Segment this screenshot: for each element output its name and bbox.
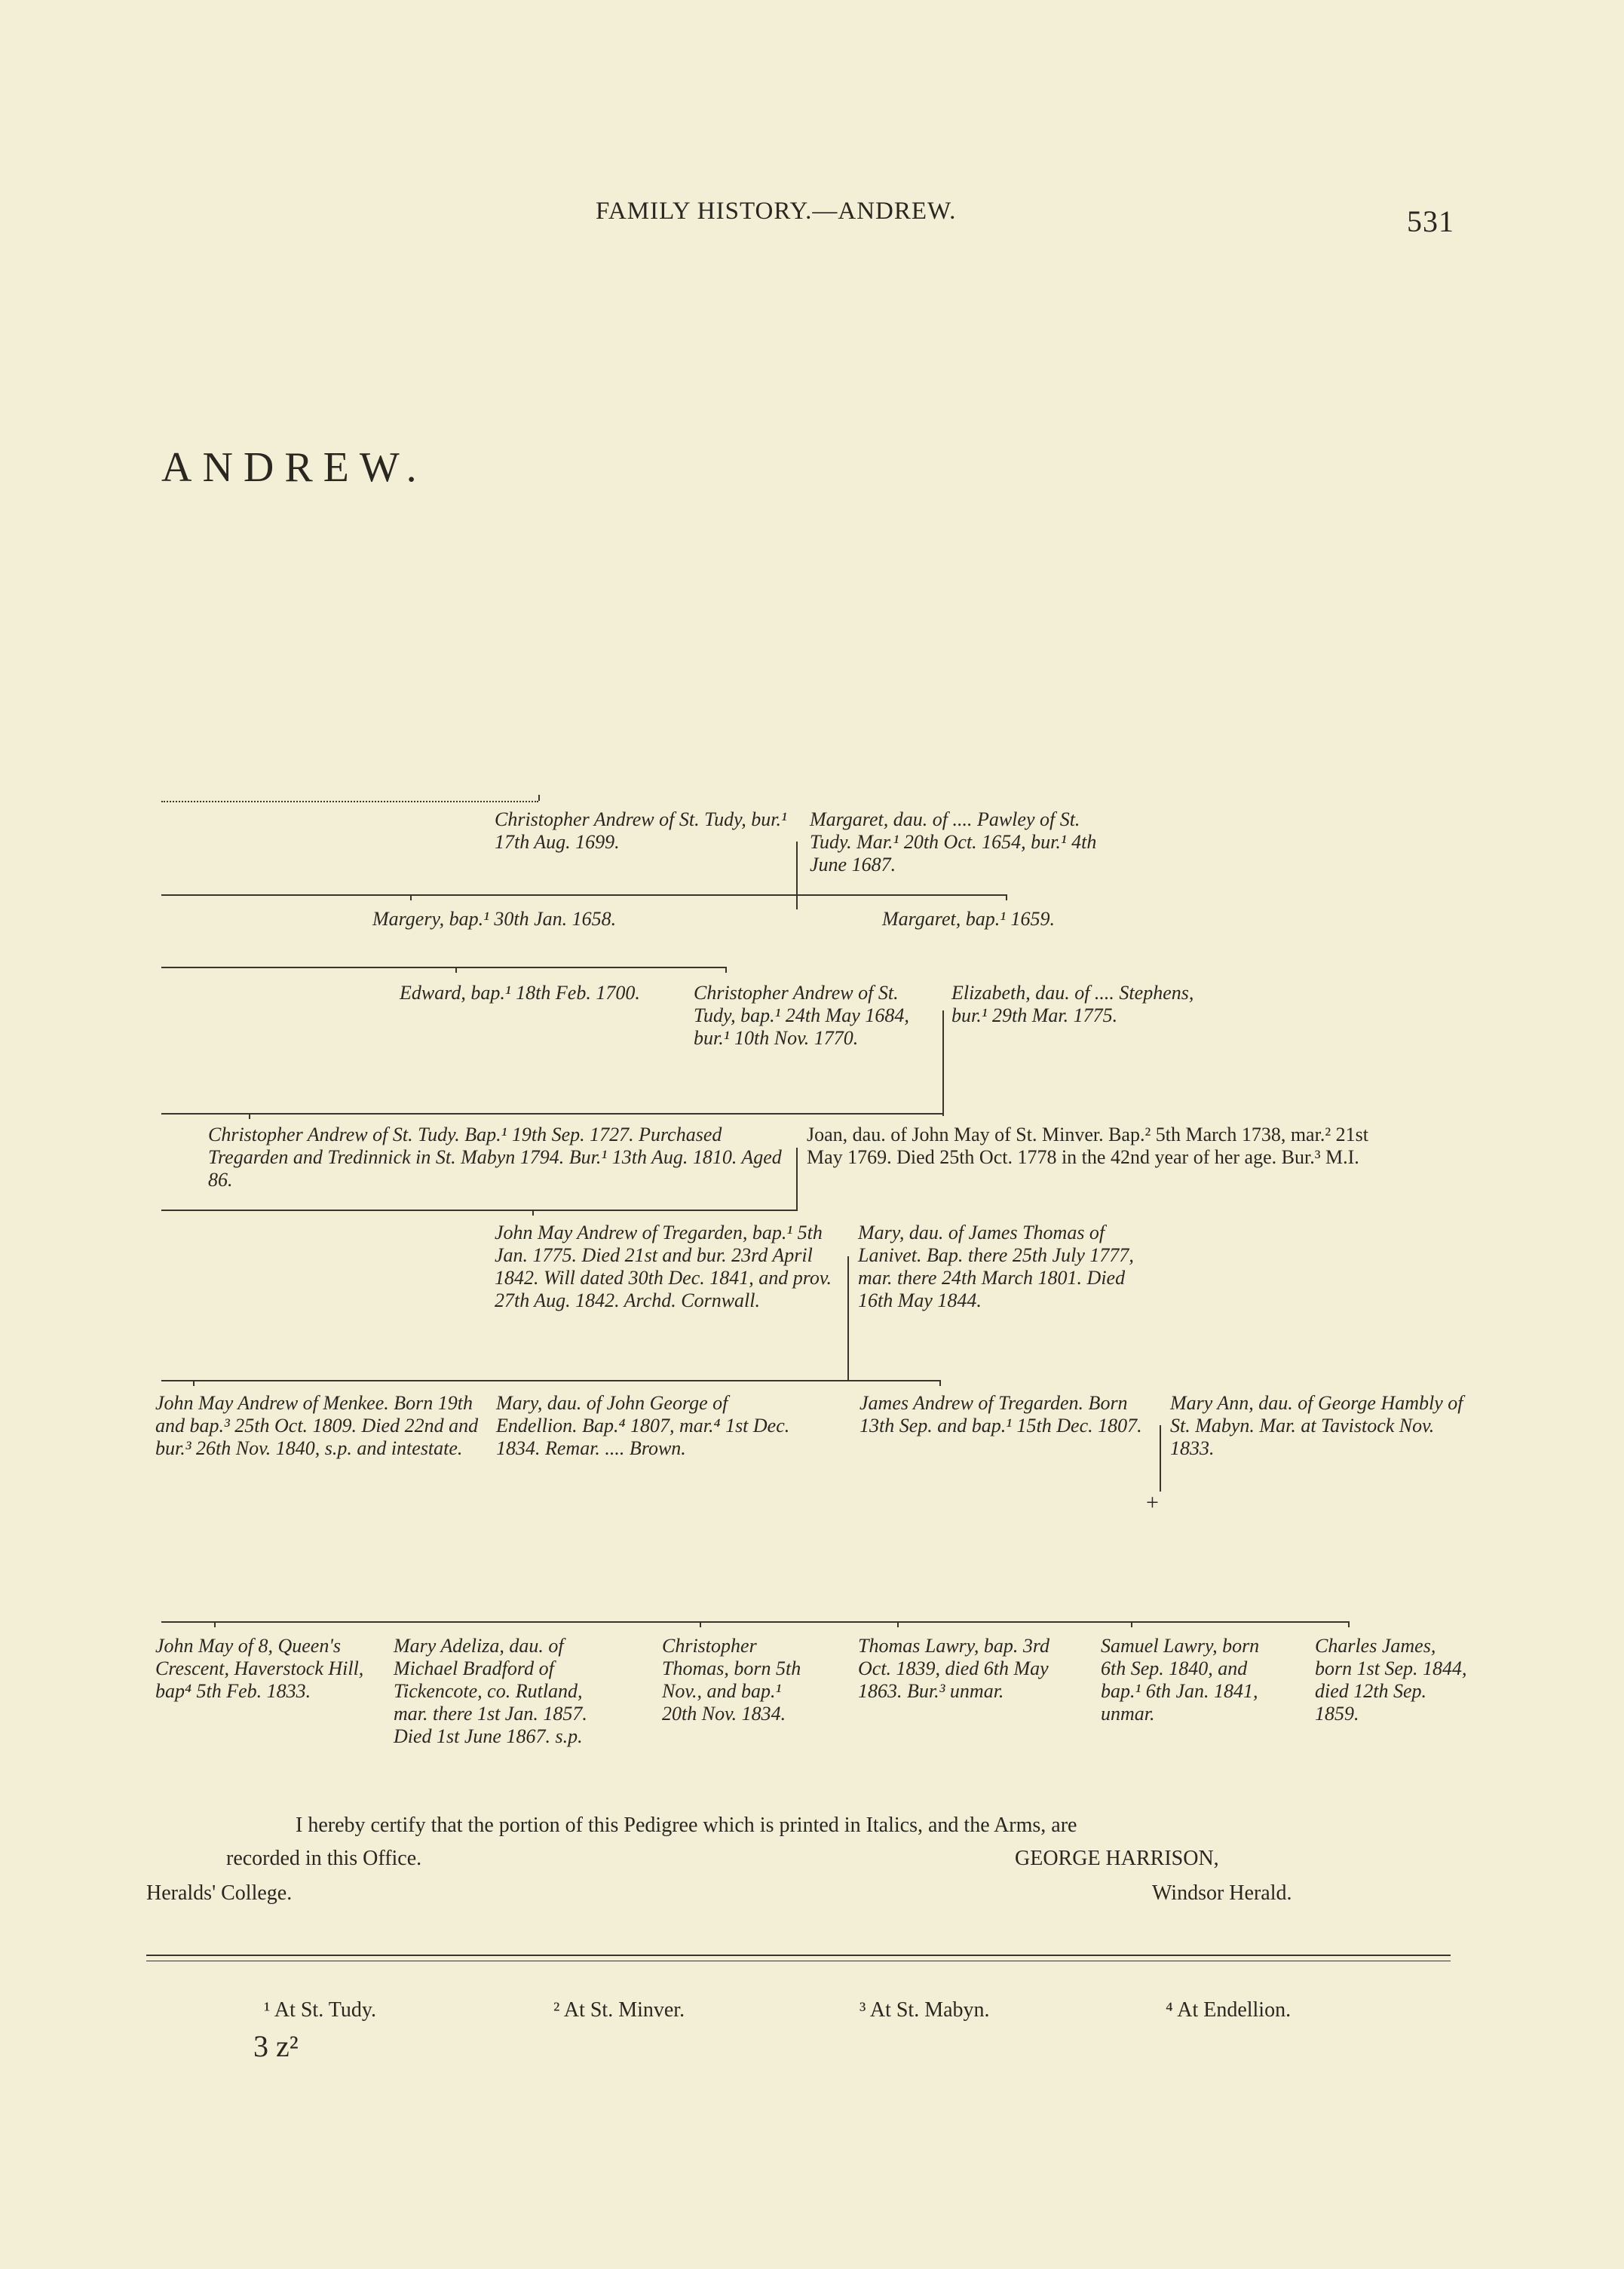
person-charles-james: Charles James, born 1st Sep. 1844, died 12th Sep. 1859. <box>1315 1635 1467 1725</box>
descent-line <box>796 842 798 909</box>
descent-line <box>1160 1425 1161 1492</box>
person-samuel-lawry: Samuel Lawry, born 6th Sep. 1840, and bap.¹ 6th Jan. 1841, unmar. <box>1101 1635 1260 1725</box>
descent-cross-icon: + <box>1146 1490 1159 1515</box>
person-john-may: John May of 8, Queen's Crescent, Haverstock Hill, bap⁴ 5th Feb. 1833. <box>155 1635 364 1702</box>
descent-line <box>942 1010 944 1116</box>
sibling-line <box>161 967 727 968</box>
descent-line <box>796 1148 798 1211</box>
page-number: 531 <box>1407 204 1454 238</box>
sibling-line <box>161 894 1006 896</box>
person-edward: Edward, bap.¹ 18th Feb. 1700. <box>400 982 640 1004</box>
running-title: FAMILY HISTORY.—ANDREW. <box>596 198 957 225</box>
spouse-joan-may: Joan, dau. of John May of St. Minver. Bap.² 5th March 1738, mar.² 21st May 1769. Died 25th Oct. 1778 in the 42nd year of her age. Bur.³ M.I. <box>807 1124 1368 1168</box>
sibling-line <box>161 1210 796 1211</box>
descent-line <box>847 1256 849 1381</box>
certificate-signer: GEORGE HARRISON, <box>1015 1847 1219 1870</box>
person-margery: Margery, bap.¹ 30th Jan. 1658. <box>372 908 617 930</box>
footnote-rule <box>146 1955 1451 1956</box>
spouse-mary-adeliza: Mary Adeliza, dau. of Michael Bradford of Tickencote, co. Rutland, mar. there 1st Jan. 1857. Died 1st June 1867. s.p. <box>394 1635 587 1747</box>
leader-dots <box>161 801 538 802</box>
footnote-3: ³ At St. Mabyn. <box>859 1998 990 2022</box>
person-john-may-andrew-menkee: John May Andrew of Menkee. Born 19th and bap.³ 25th Oct. 1809. Died 22nd and bur.³ 26th Nov. 1840, s.p. and intestate. <box>155 1392 479 1459</box>
person-margaret: Margaret, bap.¹ 1659. <box>882 908 1056 930</box>
person-christopher-andrew-2: Christopher Andrew of St. Tudy, bap.¹ 24th May 1684, bur.¹ 10th Nov. 1770. <box>694 982 909 1049</box>
certificate-text: I hereby certify that the portion of this Pedigree which is printed in Italics, and the Arms, are <box>296 1814 1077 1837</box>
person-christopher-andrew-3: Christopher Andrew of St. Tudy. Bap.¹ 19th Sep. 1727. Purchased Tregarden and Tredinnick in St. Mabyn 1794. Bur.¹ 13th Aug. 1810. Aged 86. <box>208 1124 782 1191</box>
footnote-2: ² At St. Minver. <box>553 1998 685 2022</box>
signature-mark: 3 z² <box>253 2029 299 2063</box>
person-james-andrew: James Andrew of Tregarden. Born 13th Sep. and bap.¹ 15th Dec. 1807. <box>859 1392 1142 1437</box>
person-john-may-andrew: John May Andrew of Tregarden, bap.¹ 5th Jan. 1775. Died 21st and bur. 23rd April 1842. Will dated 30th Dec. 1841, and prov. 27th Aug. 1842. Archd. Cornwall. <box>495 1222 832 1311</box>
person-christopher-thomas: Christopher Thomas, born 5th Nov., and bap.¹ 20th Nov. 1834. <box>662 1635 801 1725</box>
footnote-4: ⁴ At Endellion. <box>1166 1998 1292 2022</box>
certificate-text-2: recorded in this Office. <box>226 1847 422 1870</box>
spouse-elizabeth-stephens: Elizabeth, dau. of .... Stephens, bur.¹ 29th Mar. 1775. <box>951 982 1194 1026</box>
sibling-line <box>161 1380 939 1381</box>
person-thomas-lawry: Thomas Lawry, bap. 3rd Oct. 1839, died 6th May 1863. Bur.³ unmar. <box>858 1635 1050 1702</box>
spouse-mary-thomas: Mary, dau. of James Thomas of Lanivet. Bap. there 25th July 1777, mar. there 24th March 1801. Died 16th May 1844. <box>858 1222 1134 1311</box>
spouse-mary-george: Mary, dau. of John George of Endellion. Bap.⁴ 1807, mar.⁴ 1st Dec. 1834. Remar. .... Brown. <box>496 1392 790 1459</box>
spouse-margaret-pawley: Margaret, dau. of .... Pawley of St. Tudy. Mar.¹ 20th Oct. 1654, bur.¹ 4th June 1687. <box>810 808 1097 875</box>
person-christopher-andrew-1: Christopher Andrew of St. Tudy, bur.¹ 17th Aug. 1699. <box>495 808 787 853</box>
sibling-line <box>161 1113 942 1115</box>
sibling-line <box>161 1621 1350 1623</box>
family-name-title: ANDREW. <box>161 444 427 491</box>
certificate-office: Heralds' College. <box>146 1881 293 1905</box>
certificate-title: Windsor Herald. <box>1152 1881 1292 1905</box>
spouse-mary-ann-hambly: Mary Ann, dau. of George Hambly of St. Mabyn. Mar. at Tavistock Nov. 1833. <box>1170 1392 1463 1459</box>
footnote-1: ¹ At St. Tudy. <box>264 1998 376 2022</box>
